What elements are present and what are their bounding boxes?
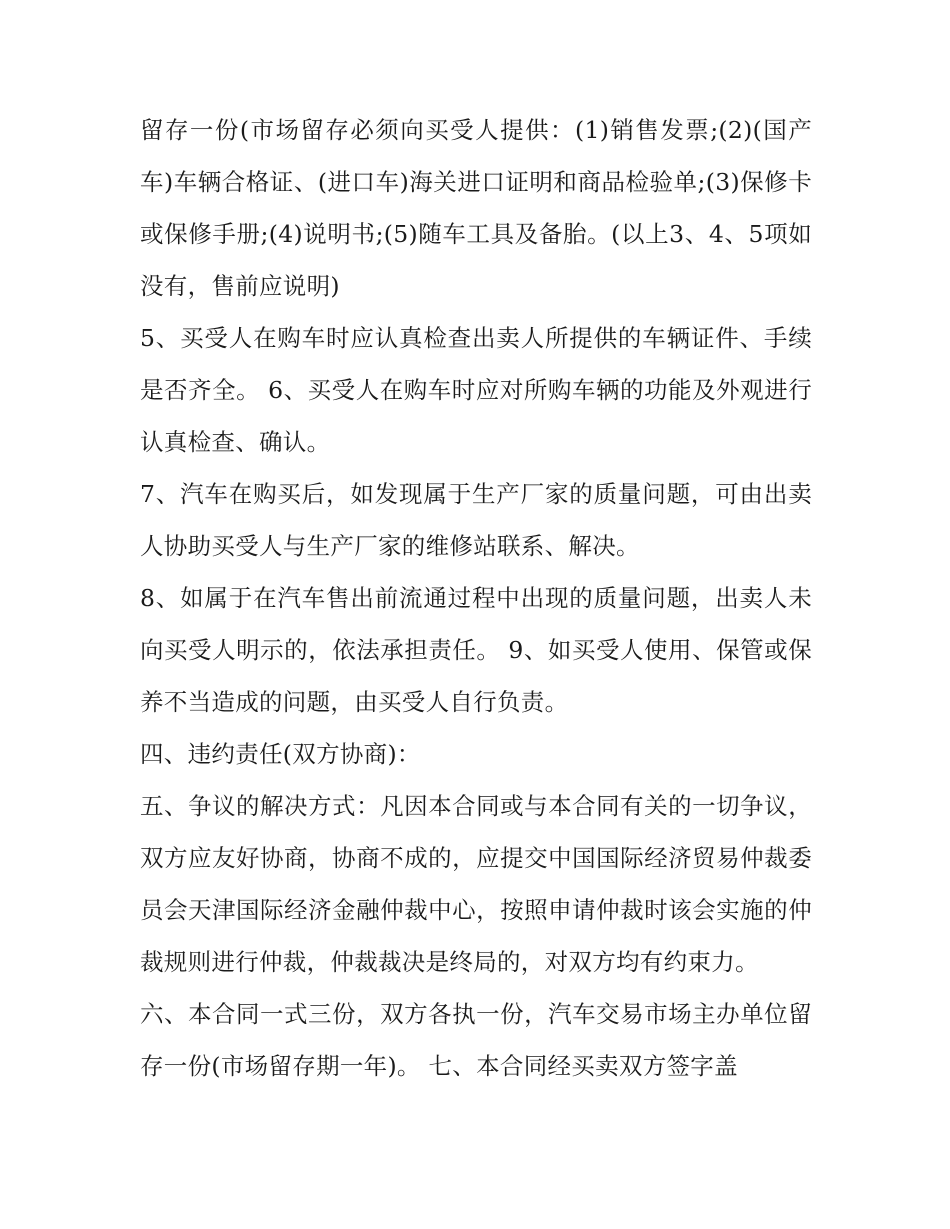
- paragraph-clause-5-6: 5、买受人在购车时应认真检查出卖人所提供的车辆证件、手续是否齐全。 6、买受人在购车时应对所购车辆的功能及外观进行认真检查、确认。: [140, 324, 812, 456]
- paragraph-clause-8-9: 8、如属于在汽车售出前流通过程中出现的质量问题，出卖人未向买受人明示的，依法承担责任。 9、如买受人使用、保管或保养不当造成的问题，由买受人自行负责。: [140, 584, 812, 716]
- paragraph-section-5-dispute: 五、争议的解决方式：凡因本合同或与本合同有关的一切争议，双方应友好协商，协商不成的，应提交中国国际经济贸易仲裁委员会天津国际经济金融仲裁中心，按照申请仲裁时该会实施的仲裁规则进行仲裁，仲裁裁决是终局的，对双方均有约束力。: [140, 792, 812, 976]
- paragraph-section-6-7-copies: 六、本合同一式三份，双方各执一份，汽车交易市场主办单位留存一份(市场留存期一年)。 七、本合同经买卖双方签字盖: [140, 1000, 812, 1080]
- paragraph-clause-7: 7、汽车在购买后，如发现属于生产厂家的质量问题，可由出卖人协助买受人与生产厂家的维修站联系、解决。: [140, 480, 812, 560]
- paragraph-provided-documents: 留存一份(市场留存必须向买受人提供：(1)销售发票;(2)(国产车)车辆合格证、(进口车)海关进口证明和商品检验单;(3)保修卡或保修手册;(4)说明书;(5)随车工具及备胎。(以上3、4、5项如没有，售前应说明): [140, 116, 812, 300]
- paragraph-section-4-breach: 四、违约责任(双方协商)：: [140, 740, 421, 768]
- document-body: [140, 104, 812, 1092]
